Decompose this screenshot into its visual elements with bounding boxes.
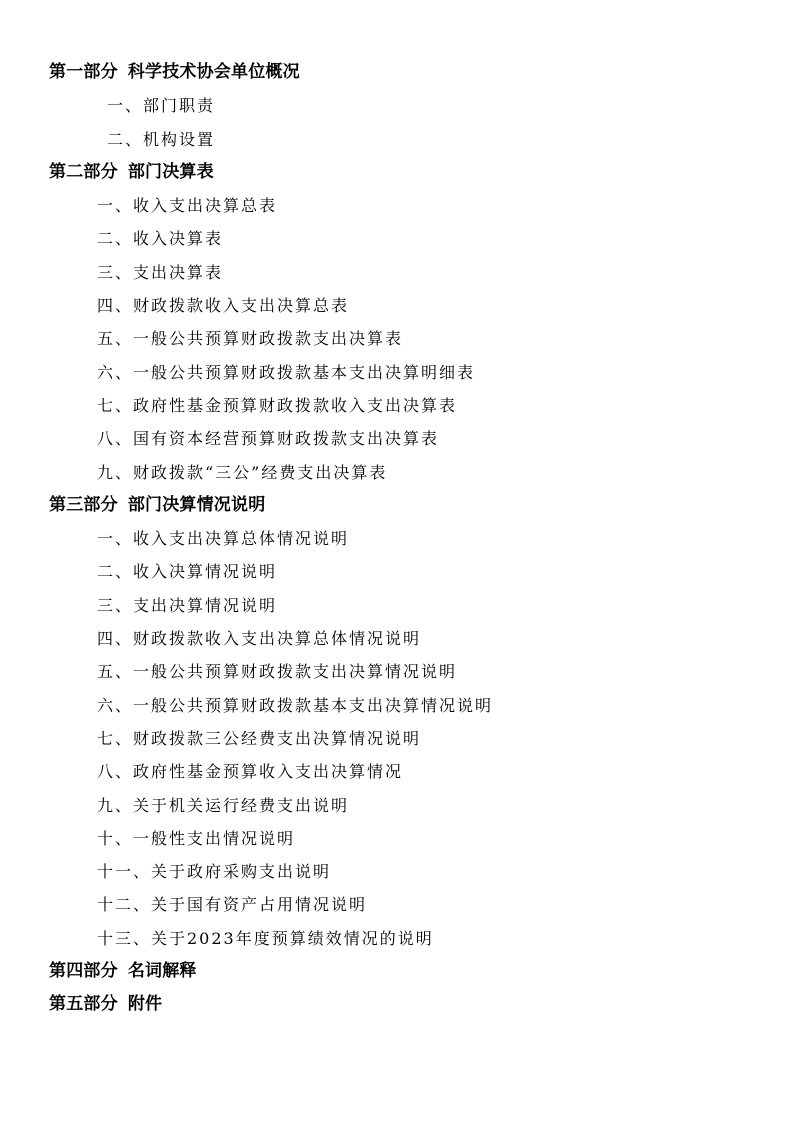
part-number: 第四部分 — [49, 961, 118, 982]
toc-item[interactable]: 七、政府性基金预算财政拨款收入支出决算表 — [97, 395, 458, 415]
toc-part-heading[interactable] — [0, 56, 793, 89]
toc-item[interactable]: 三、支出决算表 — [97, 262, 224, 282]
toc-part-heading[interactable] — [0, 955, 793, 988]
part-title: 部门决算情况说明 — [127, 494, 266, 515]
toc-item[interactable]: 六、一般公共预算财政拨款基本支出决算情况说明 — [97, 695, 494, 715]
toc-part-heading[interactable] — [0, 489, 793, 522]
toc-part-heading[interactable] — [0, 156, 793, 189]
part-title: 名词解释 — [127, 961, 197, 982]
toc-item[interactable]: 二、机构设置 — [107, 129, 216, 149]
table-of-contents — [0, 56, 793, 1022]
part-number: 第三部分 — [49, 494, 118, 515]
toc-item[interactable]: 十三、关于2023年度预算绩效情况的说明 — [97, 928, 434, 948]
toc-part-heading[interactable] — [0, 988, 793, 1021]
toc-item[interactable]: 一、部门职责 — [107, 96, 216, 116]
toc-item[interactable]: 五、一般公共预算财政拨款支出决算表 — [97, 329, 404, 349]
toc-item[interactable]: 七、财政拨款三公经费支出决算情况说明 — [97, 728, 422, 748]
toc-item[interactable]: 十一、关于政府采购支出说明 — [97, 862, 332, 882]
toc-item[interactable]: 九、关于机关运行经费支出说明 — [97, 795, 350, 815]
toc-item[interactable]: 四、财政拨款收入支出决算总表 — [97, 296, 350, 316]
part-title: 附件 — [127, 994, 163, 1015]
toc-item[interactable]: 一、收入支出决算总表 — [97, 196, 278, 216]
toc-item[interactable]: 六、一般公共预算财政拨款基本支出决算明细表 — [97, 362, 476, 382]
toc-item[interactable]: 十二、关于国有资产占用情况说明 — [97, 895, 368, 915]
toc-item[interactable]: 八、国有资本经营预算财政拨款支出决算表 — [97, 429, 440, 449]
toc-item[interactable]: 三、支出决算情况说明 — [97, 595, 278, 615]
part-title: 部门决算表 — [127, 161, 214, 182]
part-number: 第二部分 — [49, 161, 118, 182]
part-title: 科学技术协会单位概况 — [127, 62, 300, 82]
toc-item[interactable]: 四、财政拨款收入支出决算总体情况说明 — [97, 629, 422, 649]
toc-item[interactable]: 一、收入支出决算总体情况说明 — [97, 529, 350, 549]
toc-item[interactable]: 五、一般公共预算财政拨款支出决算情况说明 — [97, 662, 458, 682]
part-number: 第五部分 — [49, 994, 118, 1015]
toc-item[interactable]: 二、收入决算表 — [97, 229, 224, 249]
toc-item[interactable]: 九、财政拨款“三公”经费支出决算表 — [97, 462, 388, 482]
part-number: 第一部分 — [49, 62, 118, 82]
toc-item[interactable]: 二、收入决算情况说明 — [97, 562, 278, 582]
toc-item[interactable]: 八、政府性基金预算收入支出决算情况 — [97, 762, 404, 782]
toc-item[interactable]: 十、一般性支出情况说明 — [97, 828, 296, 848]
